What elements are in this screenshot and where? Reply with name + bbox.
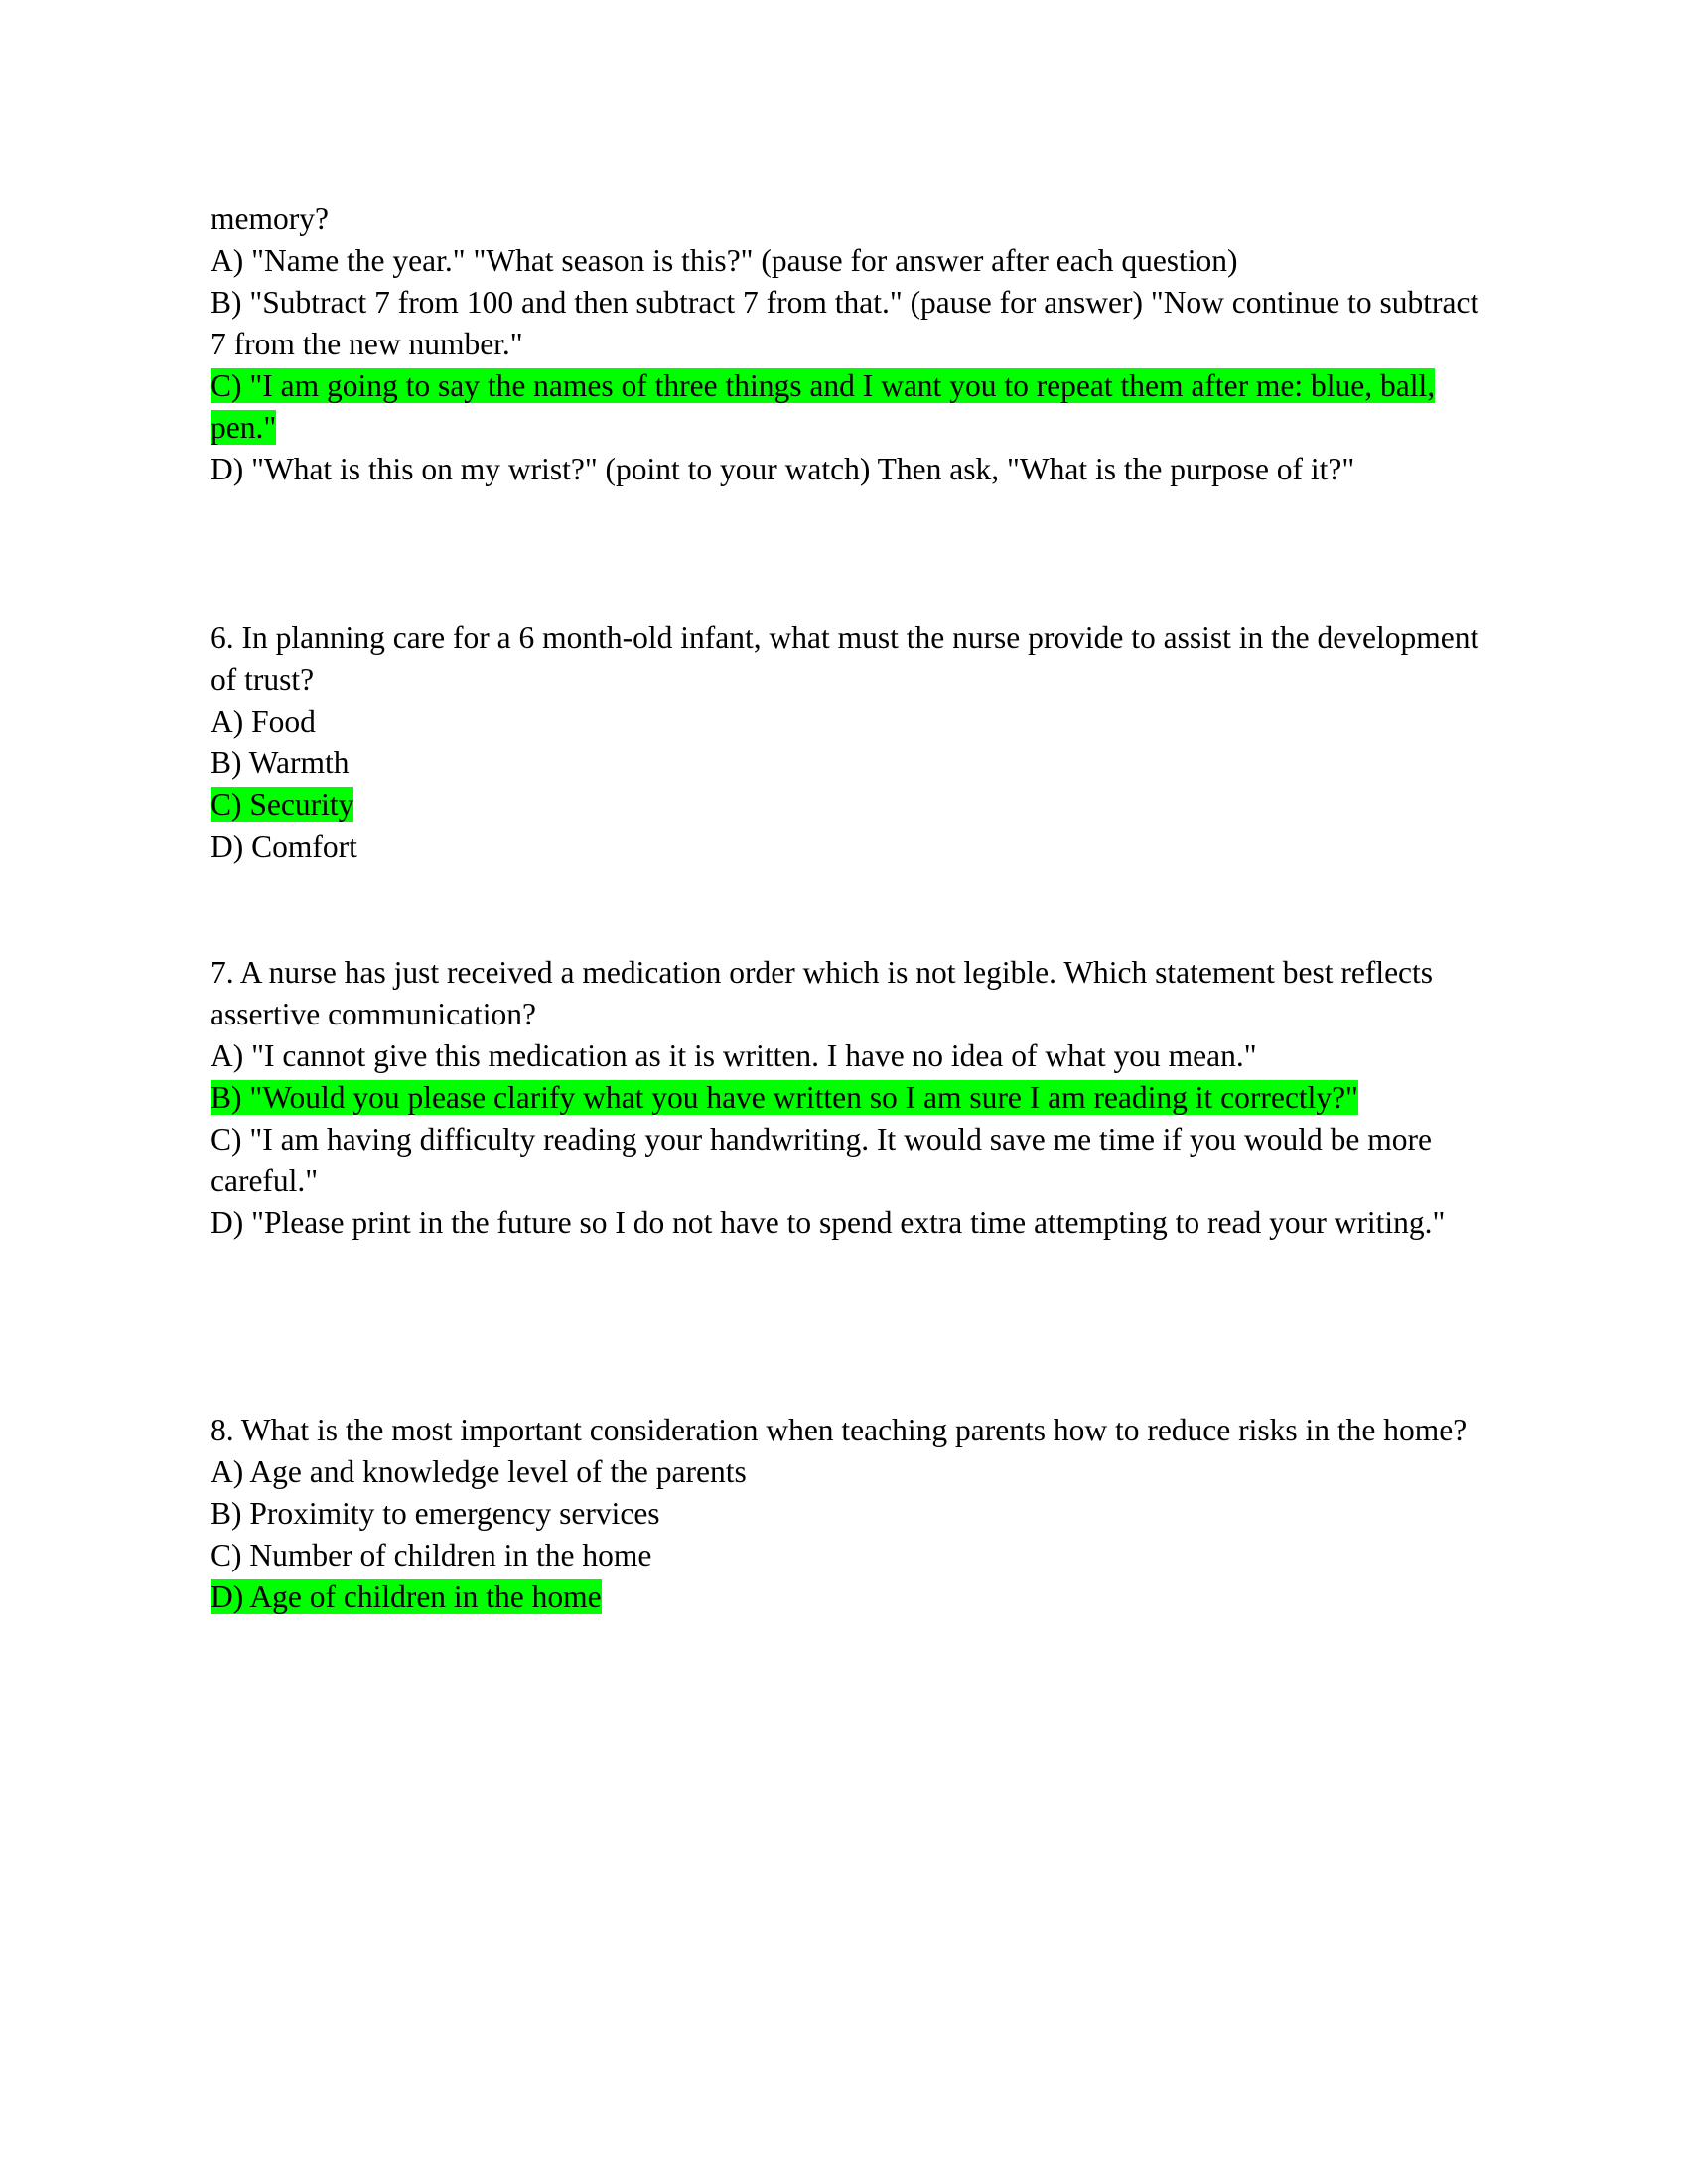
answer-option-a: A) "Name the year." "What season is this?" (pause for answer after each question) xyxy=(211,243,1238,278)
question-6 xyxy=(211,617,1491,868)
answer-option-b: B) Proximity to emergency services xyxy=(211,1496,660,1531)
answer-option-d: D) "What is this on my wrist?" (point to your watch) Then ask, "What is the purpose of it?" xyxy=(211,452,1355,486)
highlighted-answer: D) Age of children in the home xyxy=(211,1579,602,1614)
highlighted-answer: C) "I am going to say the names of three things and I want you to repeat them after me: blue, ball, pen." xyxy=(211,368,1436,445)
question-5 xyxy=(211,199,1491,490)
answer-option-c-highlighted xyxy=(211,784,1491,826)
answer-option-b: B) Warmth xyxy=(211,746,350,780)
question-list xyxy=(211,199,1491,1614)
highlighted-answer: B) "Would you please clarify what you have written so I am sure I am reading it correctly?" xyxy=(211,1080,1358,1115)
highlighted-answer: C) Security xyxy=(211,787,354,822)
answer-option-d: D) "Please print in the future so I do not have to spend extra time attempting to read your writing." xyxy=(211,1205,1446,1240)
answer-option-c: C) "I am having difficulty reading your handwriting. It would save me time if you would be more careful." xyxy=(211,1122,1433,1198)
question-8 xyxy=(211,1410,1491,1618)
question-stem: 6. In planning care for a 6 month-old infant, what must the nurse provide to assist in the development of trust? xyxy=(211,620,1479,697)
answer-option-a: A) Age and knowledge level of the parents xyxy=(211,1454,747,1489)
answer-option-c: C) Number of children in the home xyxy=(211,1538,652,1572)
question-stem: 7. A nurse has just received a medication order which is not legible. Which statement best reflects assertive communication? xyxy=(211,955,1434,1031)
answer-option-b: B) "Subtract 7 from 100 and then subtract 7 from that." (pause for answer) "Now continue to subtract 7 from the new number." xyxy=(211,285,1479,361)
answer-option-d: D) Comfort xyxy=(211,829,357,864)
question-7 xyxy=(211,952,1491,1244)
answer-option-b-highlighted xyxy=(211,1077,1491,1119)
answer-option-d-highlighted xyxy=(211,1576,1491,1618)
answer-option-c-highlighted xyxy=(211,365,1491,449)
question-stem: memory? xyxy=(211,202,329,236)
question-stem: 8. What is the most important consideration when teaching parents how to reduce risks in the home? xyxy=(211,1413,1468,1447)
answer-option-a: A) Food xyxy=(211,704,316,739)
answer-option-a: A) "I cannot give this medication as it is written. I have no idea of what you mean." xyxy=(211,1038,1257,1073)
